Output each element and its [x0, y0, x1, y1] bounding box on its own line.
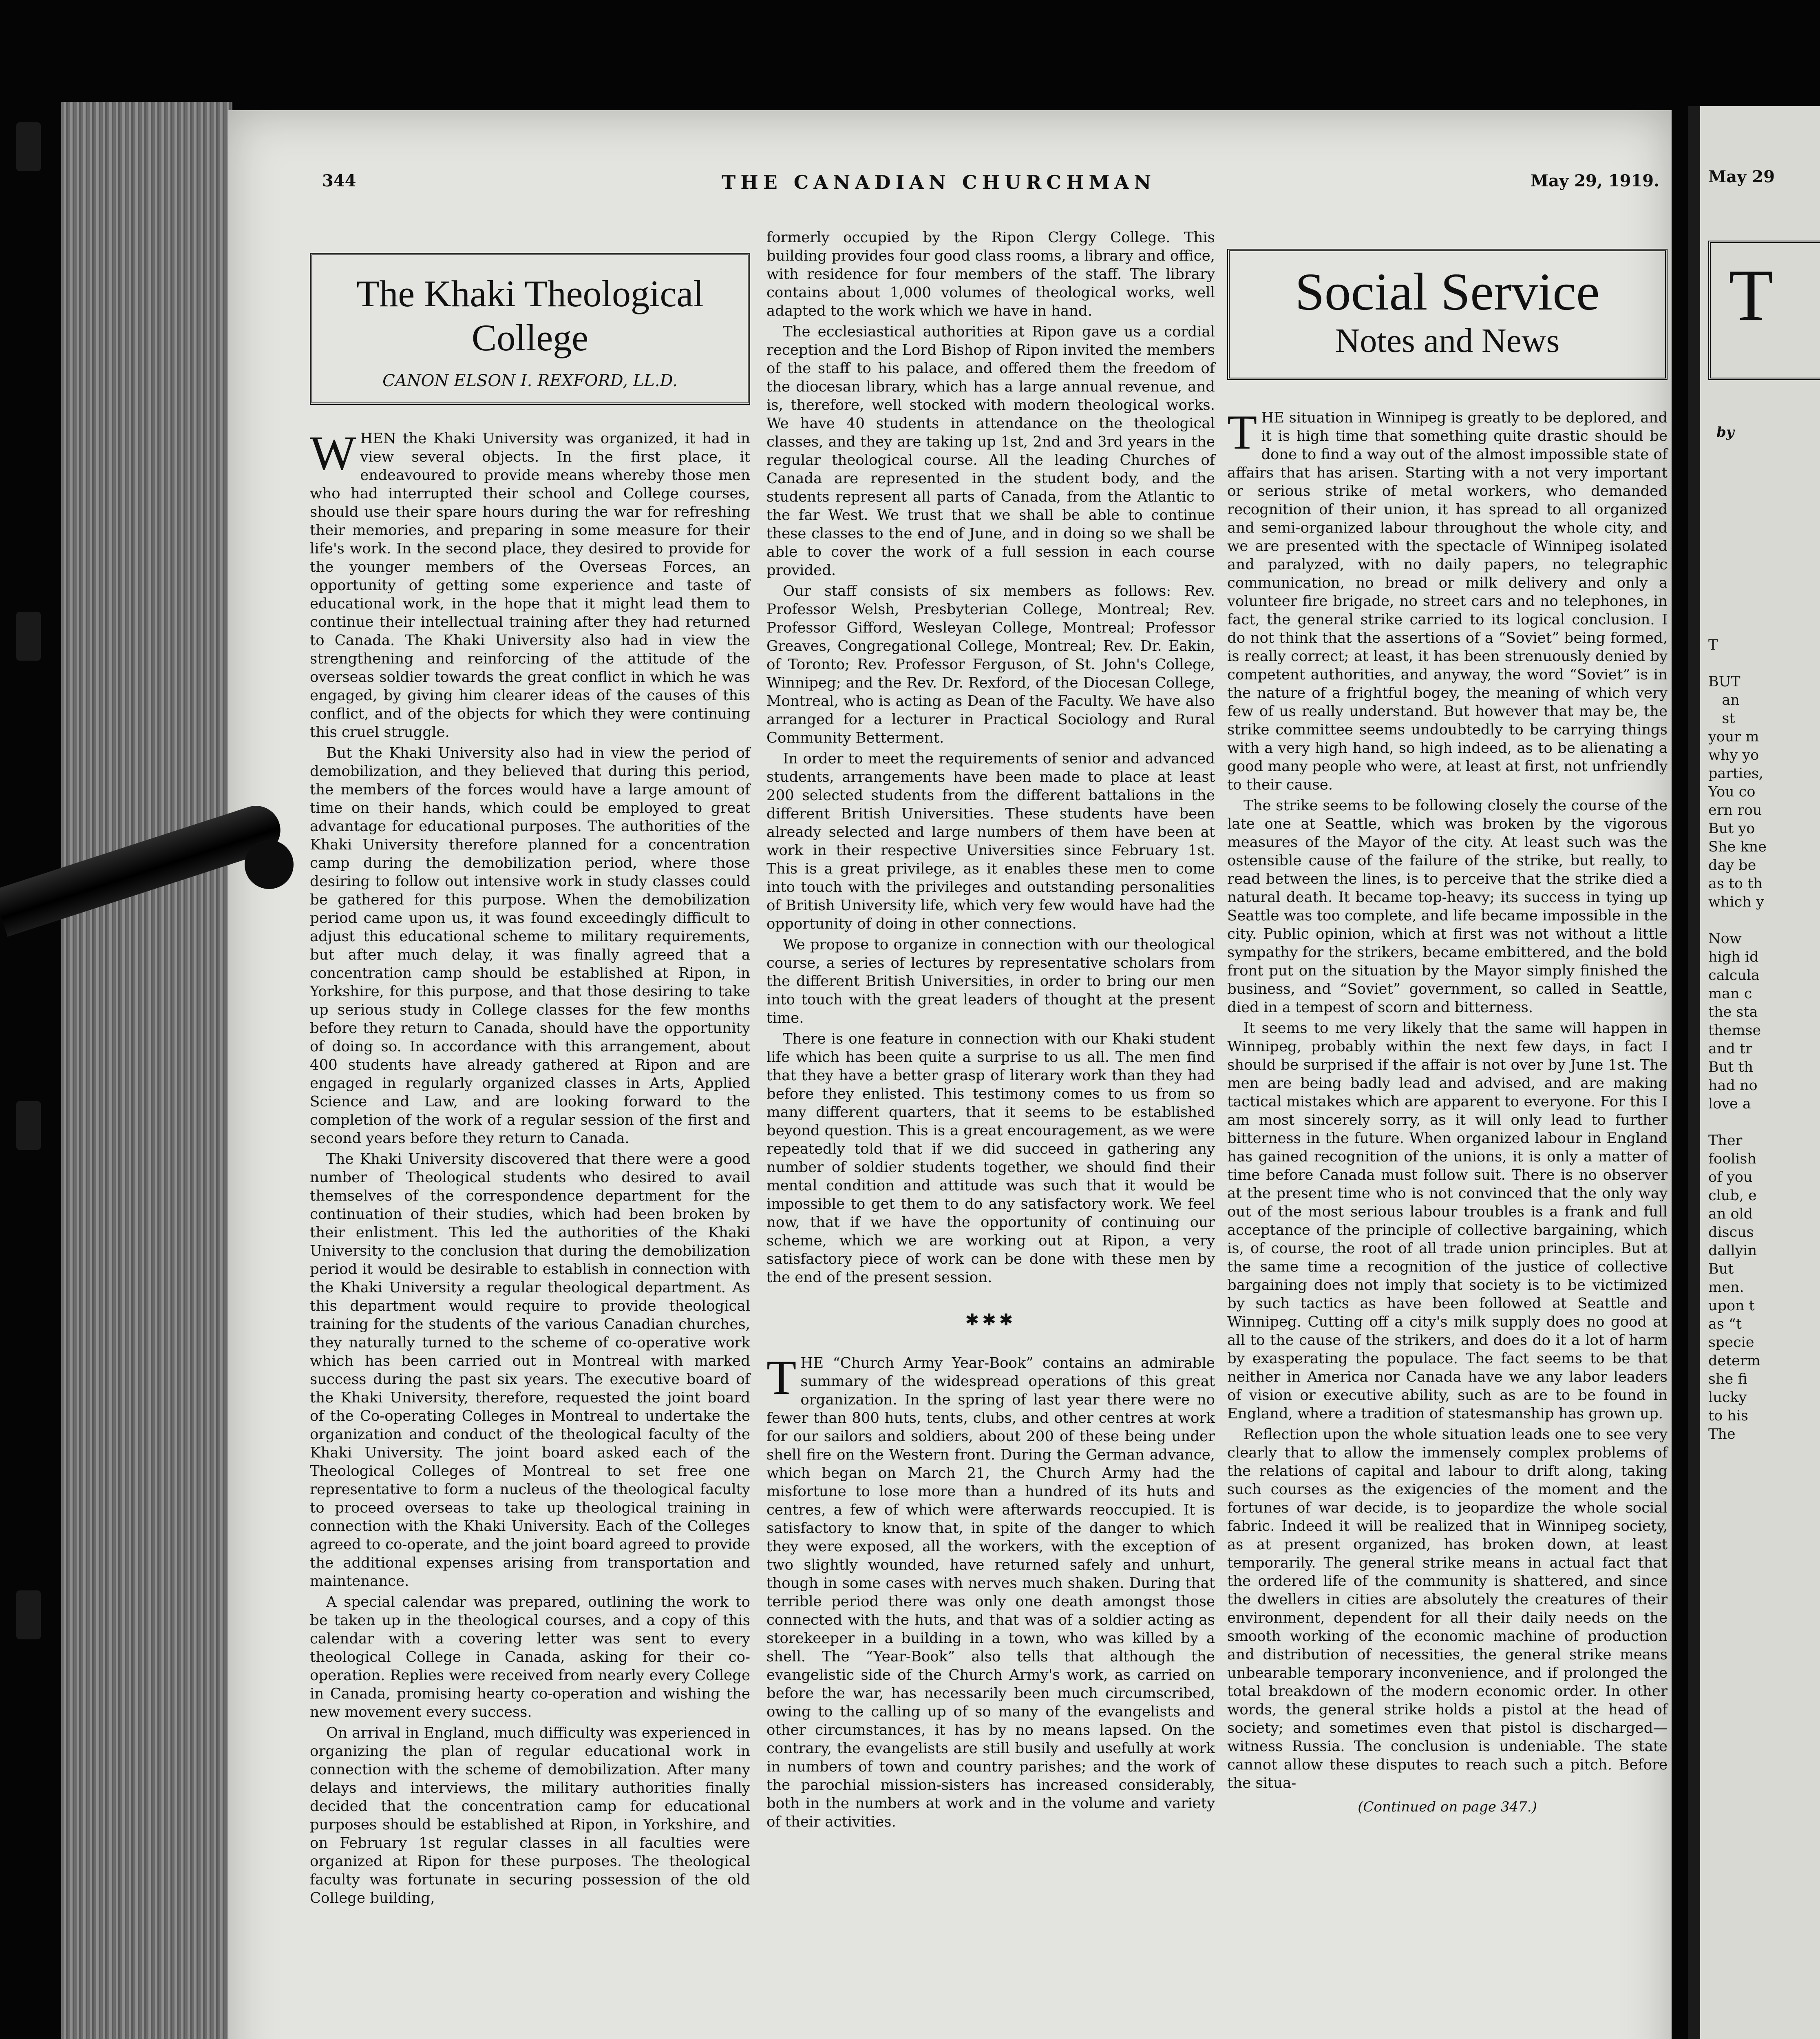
facing-page-fragment	[1688, 106, 1820, 2039]
paragraph: formerly occupied by the Ripon Clergy College. This building provides four good class rooms, a library and office, with residence for four members of the staff. The library contains about 1,000 volumes of theological works, well adapted to the work which we have in hand.	[766, 229, 1215, 319]
article-title-box	[310, 253, 750, 405]
issue-date: May 29, 1919.	[1530, 171, 1659, 190]
facing-byline: by	[1716, 424, 1734, 440]
paragraph: Reflection upon the whole situation leads one to see very clearly that to allow the immensely complex problems of the relations of capital and labour to drift along, taking such courses as the exigencies of the moment and the fortunes of war decide, is to jeopardize the whole social fabric. Indeed it will be realized that in Winnipeg society, as at present organized, has broken down, at least temporarily. The general strike means in actual fact that the ordered life of the community is shattered, and since the dwellers in cities are absolutely the creatures of their environment, dependent for all their daily needs on the smooth working of the economic machine of production and distribution of necessities, the general strike means unbearable temporary inconvenience, and if prolonged the total breakdown of the modern economic order. In other words, the general strike holds a pistol at the head of society; and sometimes even that pistol is discharged—witness Russia. The conclusion is undeniable. The state cannot allow these disputes to reach such a pitch. Before the situa-	[1227, 1426, 1668, 1791]
article-byline: CANON ELSON I. REXFORD, LL.D.	[382, 372, 678, 390]
article-title: The Khaki Theological College	[356, 273, 704, 358]
paragraph: Our staff consists of six members as follows: Rev. Professor Welsh, Presbyterian College, Montreal; Rev. Professor Gifford, Wesleyan College, Montreal; Professor Greaves, Congregational College, Montreal; Rev. Dr. Eakin, of Toronto; Rev. Professor Ferguson, of St. John's College, Winnipeg; and the Rev. Dr. Rexford, of the Diocesan College, Montreal, who is acting as Dean of the Faculty. We have also arranged for a lecturer in Practical Sociology and Rural Community Betterment.	[766, 583, 1215, 746]
paragraph: In order to meet the requirements of senior and advanced students, arrangements have been made to place at least 200 selected students from the different battalions in the different British Universities. These students have been already selected and large numbers of them have been at work in their respective Universities since February 1st. This is a great privilege, as it enables these men to come into touch with the privileges and outstanding personalities of British University life, which very few would have had the opportunity of doing in other connections.	[766, 750, 1215, 932]
paragraph: A special calendar was prepared, outlining the work to be taken up in the theological courses, and a copy of this calendar with a covering letter was sent to every theological College in Canada, asking for their co-operation. Replies were received from nearly every College in Canada, promising hearty co-operation and wishing the new movement every success.	[310, 1594, 750, 1721]
section-ornament: ✱✱✱	[965, 1311, 1016, 1329]
paragraph: The strike seems to be following closely the course of the late one at Seattle, which was broken by the vigorous measures of the Mayor of the city. At least such was the ostensible cause of the failure of the strike, but really, to read between the lines, is to perceive that the strike died a natural death. It became top-heavy; its success in tying up Seattle was too complete, and life became impossible in the city. Public opinion, which at first was not without a little sympathy for the strikers, became embittered, and the bold front put on the situation by the Mayor simply finished the business, and “Soviet” government, so called in Seattle, died in a tempest of scorn and bitterness.	[1227, 797, 1668, 1016]
pen-tip	[245, 840, 294, 889]
facing-column-text: T BUT an st your m why yo parties, You co ern rou But yo She kne day be as to th which y Now high id calcula man c the sta themse and tr But th had no love a Ther foolish of you club, e an old discus dallyin But men. upon t as “t specie determ she fi lucky to his The	[1708, 637, 1767, 1442]
drop-cap: T	[1227, 405, 1257, 459]
column-3	[1227, 237, 1668, 1816]
paragraph: The ecclesiastical authorities at Ripon gave us a cordial reception and the Lord Bishop of Ripon invited the members of the staff to his palace, and offered them the freedom of the diocesan library, which has a large annual revenue, and is, therefore, well stocked with modern theological works. We have 40 students in attendance on the theological classes, and they are taking up 1st, 2nd and 3rd years in the regular theological course. All the leading Churches of Canada are represented in the student body, and the students represent all parts of Canada, from the Atlantic to the far West. We trust that we shall be able to continue these classes to the end of June, and in doing so we shall be able to cover the work of a full session in each course provided.	[766, 323, 1215, 579]
running-head	[322, 171, 1659, 200]
column-1	[310, 237, 750, 1910]
paragraph: But the Khaki University also had in view the period of demobilization, and they believed that during this period, the members of the forces would have a large amount of time on their hands, which could be employed to great advantage for educational purposes. The authorities of the Khaki University therefore planned for a concentration camp during the demobilization period, where those desiring to follow out intensive work in study classes could be gathered for this purpose. When the demobilization period came upon us, it was found exceedingly difficult to adjust this educational scheme to military requirements, but after much delay, it was finally agreed that a concentration camp should be established at Ripon, in Yorkshire, for this purpose, and that those desiring to take up serious study in College classes for the few months before they return to Canada, should have the opportunity of doing so. In accordance with this arrangement, about 400 students have already gathered at Ripon and are engaged in regularly organized classes in Arts, Applied Science and Law, and are looking forward to the completion of the work of a regular session of the first and second years before they return to Canada.	[310, 745, 750, 1147]
paragraph: THE “Church Army Year-Book” contains an admirable summary of the widespread operations of this great organization. In the spring of last year there were no fewer than 800 huts, tents, clubs, and other centres at work for our sailors and soldiers, about 200 of these being under shell fire on the Western front. During the German advance, which began on March 21, the Church Army had the misfortune to lose more than a hundred of its huts and centres, a few of which were afterwards reoccupied. It is satisfactory to know that, in spite of the danger to which they were exposed, all the workers, with the exception of two slightly wounded, have returned safely and unhurt, though in some cases with nerves much shaken. During that terrible period there was only one death amongst those connected with the huts, and that was of a soldier acting as storekeeper in a building in a town, who was killed by a shell. The “Year-Book” also tells that although the evangelistic side of the Church Army's work, as carried on before the war, has necessarily been much circumscribed, owing to the calling up of so many of the evangelists and other circumstances, it has by no means lapsed. On the contrary, the evangelists are still busily and usefully at work in numbers of town and country parishes; and the work of the parochial mission-sisters has increased considerably, both in the numbers at work and in the volume and variety of their activities.	[766, 1350, 1215, 1830]
paragraph: There is one feature in connection with our Khaki student life which has been quite a surprise to us all. The men find that they have a better grasp of literary work than they had before they enlisted. This testimony comes to us from so many different quarters, that it seems to be established beyond question. This is a great encouragement, as we were repeatedly told that if we did succeed in gathering any number of soldier students together, we should find their mental condition and attitude was such that it would be impossible to get them to do any satisfactory work. We feel now, that if we have the opportunity of continuing our scheme, which we are working out at Ripon, a very satisfactory piece of work can be done with these men by the end of the present session.	[766, 1031, 1215, 1286]
column-2	[766, 228, 1215, 1833]
paragraph: It seems to me very likely that the same will happen in Winnipeg, probably within the next few days, in fact I should be surprised if the affair is not over by June 1st. The men are being badly lead and advised, and are making tactical mistakes which are apparent to everyone. For this I am most sincerely sorry, as it will only lead to further bitterness in the future. When organized labour in England has gained recognition of the unions, it is only a matter of time before Canada must follow suit. There is no observer at the present time who is not convinced that the only way out of the most serious labour troubles is a frank and full acceptance of the principle of collective bargaining, which is, of course, the root of all trade union principles. But at the same time a recognition of the justice of collective bargaining does not imply that society is to be victimized by such tactics as have been followed at Seattle and Winnipeg. Cutting off a city's milk supply does no good at all to the cause of the strikers, and does do it a lot of harm by exasperating the populace. The fact seems to be that neither in America nor Canada have we any labor leaders of vision or executive ability, such as are to be found in England, where a tradition of statesmanship has grown up.	[1227, 1020, 1668, 1422]
page-number: 344	[322, 171, 356, 190]
film-perforation	[16, 1101, 41, 1150]
paragraph: THE situation in Winnipeg is greatly to be deplored, and it is high time that something quite drastic should be done to find a way out of the almost impossible state of affairs that has arisen. Starting with a not very important or serious strike of metal workers, who demanded recognition of their union, it has spread to all organized and semi-organized labour throughout the whole city, and we are presented with the spectacle of Winnipeg isolated and paralyzed, with no daily papers, no telegraphic communication, no bread or milk delivery and only a volunteer fire brigade, no street cars and no telephones, in fact, the general strike carried to its logical conclusion. I do not think that the assertions of a “Soviet” being formed, is really correct; at least, it has been strenuously denied by competent authorities, and anyway, the word “Soviet” is in the nature of a frightful bogey, the meaning of which very few of us really understand. But however that may be, the strike committee seems undoubtedly to be carrying things with a very high hand, so high indeed, as to be alienating a good many people who were, at least at first, not unfriendly to their cause.	[1227, 405, 1668, 793]
film-perforation	[16, 122, 41, 171]
section-title: Social Service	[1295, 263, 1600, 321]
section-subtitle: Notes and News	[1335, 322, 1560, 360]
facing-page-date: May 29	[1708, 167, 1775, 186]
paragraph: We propose to organize in connection with our theological course, a series of lectures by representative scholars from the different British Universities, in order to bring our men into touch with the great leaders of thought at the present time.	[766, 936, 1215, 1026]
paragraph: The Khaki University discovered that there were a good number of Theological students who desired to avail themselves of the correspondence department for the continuation of their studies, which had been broken by their enlistment. This led the authorities of the Khaki University to the conclusion that during the demobilization period it would be desirable to establish in connection with the Khaki University a regular theological department. As this department would require to provide theological training for the students of the various Canadian churches, they naturally turned to the scheme of co-operative work which has been carried out in Montreal with marked success during the past six years. The executive board of the Khaki University, therefore, requested the joint board of the Co-operating Colleges in Montreal to undertake the organization and conduct of the theological faculty of the Khaki University. The joint board asked each of the Theological Colleges of Montreal to set free one representative to form a nucleus of the theological faculty to proceed overseas to take up theological training in connection with the Khaki University. Each of the Colleges agreed to co-operate, and the joint board agreed to provide the additional expenses arising from transportation and maintenance.	[310, 1151, 750, 1590]
continued-notice: (Continued on page 347.)	[1358, 1799, 1537, 1815]
paragraph: WHEN the Khaki University was organized, it had in view several objects. In the first place, it endeavoured to provide means whereby those men who had interrupted their school and College courses, should use their spare hours during the war for refreshing their memories, and preparing in some measure for their life's work. In the second place, they desired to provide for the younger members of the Overseas Forces, an opportunity of getting some experience and taste of educational work, in the hope that it might lead them to continue their intellectual training after they had returned to Canada. The Khaki University also had in view the strengthening and reinforcing of the attitude of the overseas soldier towards the great conflict in which he was engaged, by giving him clearer ideas of the causes of this conflict, and of the objects for which they were continuing this cruel struggle.	[310, 426, 750, 741]
film-perforation	[16, 612, 41, 661]
film-perforation	[16, 1590, 41, 1639]
facing-title-letter: T	[1729, 254, 1774, 336]
drop-cap: W	[310, 426, 356, 480]
drop-cap: T	[766, 1350, 797, 1404]
publication-name: THE CANADIAN CHURCHMAN	[722, 171, 1156, 193]
section-title-box	[1227, 249, 1668, 380]
paragraph: On arrival in England, much difficulty was experienced in organizing the plan of regular educational work in connection with the scheme of demobilization. After many delays and interviews, the military authorities finally decided that the concentration camp for educational purposes should be established at Ripon, in Yorkshire, and on February 1st regular classes in all faculties were organized at Ripon for these purposes. The theological faculty was fortunate in securing possession of the old College building,	[310, 1725, 750, 1906]
bound-page-edges	[61, 102, 232, 2039]
